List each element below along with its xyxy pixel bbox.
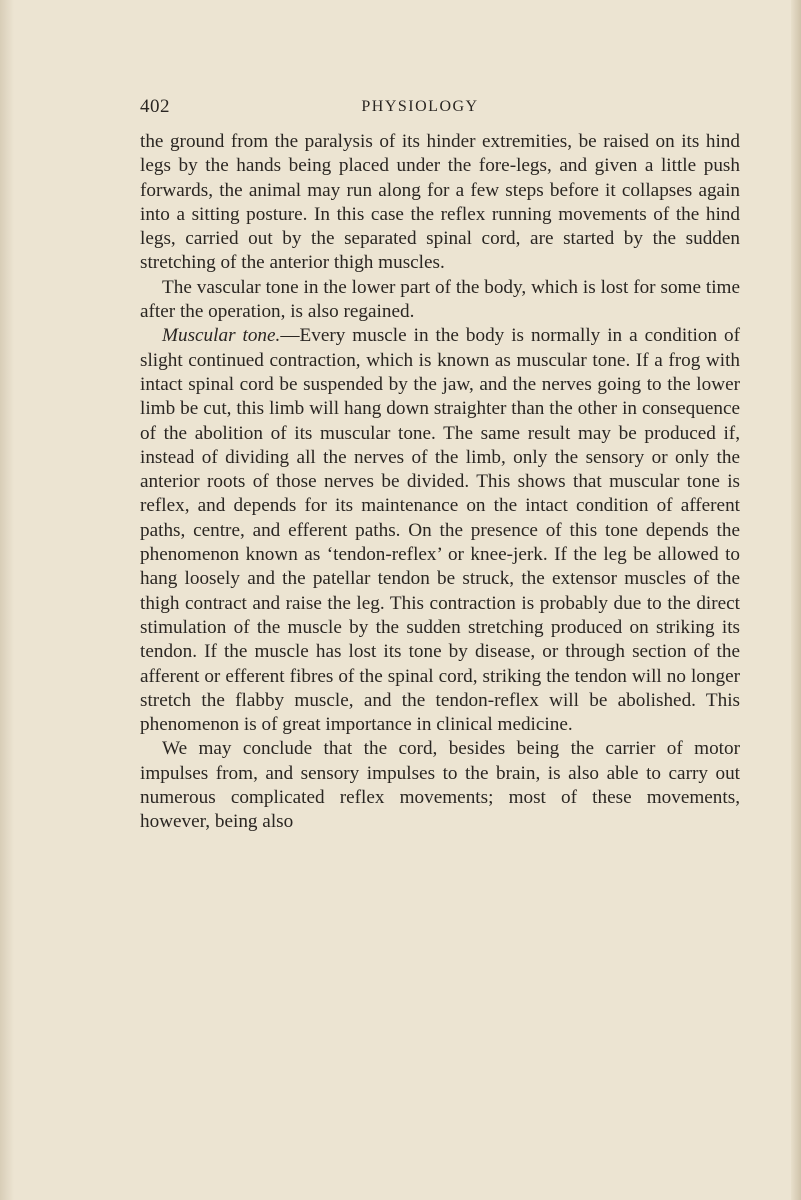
page-number: 402 [140,96,170,117]
page-edge [791,0,801,1200]
paragraph-conclusion [140,737,740,834]
running-head [140,96,700,124]
paragraph-text: —Every muscle in the body is normally in a condition of slight continued contraction, which is known as muscular tone. If a frog with intact spinal cord be suspended by the jaw, and the nerves going to the lower limb be cut, this limb will hang down straighter than the other in consequence of the abolition of its muscular tone. The same result may be produced if, instead of dividing all the nerves of the limb, only the sensory or only the anterior roots of those nerves be divided. This shows that muscular tone is reflex, and depends for its maintenance on the intact condition of afferent paths, centre, and efferent paths. On the presence of this tone depends the phenomenon known as ‘tendon-reflex’ or knee-jerk. If the leg be allowed to hang loosely and the patellar tendon be struck, the extensor muscles of the thigh contract and raise the leg. This contraction is probably due to the direct stimulation of the muscle by the sudden stretching produced on striking its tendon. If the muscle has lost its tone by disease, or through section of the afferent or efferent fibres of the spinal cord, striking the tendon will no longer stretch the flabby muscle, and the tendon-reflex will be abolished. This phenomenon is of great importance in clinical medicine. [140,325,740,736]
body-text [140,130,740,835]
paragraph-vascular-tone [140,276,740,325]
paragraph-text: The vascular tone in the lower part of the body, which is lost for some time after the operation, is also regained. [140,276,740,323]
running-title: PHYSIOLOGY [361,98,479,115]
paragraph-text: the ground from the paralysis of its hinder extremities, be raised on its hind legs by the hands being placed under the fore-legs, and given a little push forwards, the animal may run along for a few steps before it collapses again into a sitting posture. In this case the reflex running movements of the hind legs, carried out by the separated spinal cord, are started by the sudden stretching of the anterior thigh muscles. [140,131,740,274]
section-heading: Muscular tone. [162,325,281,347]
paragraph-continued [140,130,740,276]
paragraph-muscular-tone [140,324,740,737]
page-gutter-shadow [0,0,14,1200]
paragraph-text: We may conclude that the cord, besides being the carrier of motor impulses from, and sensory impulses to the brain, is also able to carry out numerous complicated reflex movements; most of these movements, however, being also [140,738,740,833]
